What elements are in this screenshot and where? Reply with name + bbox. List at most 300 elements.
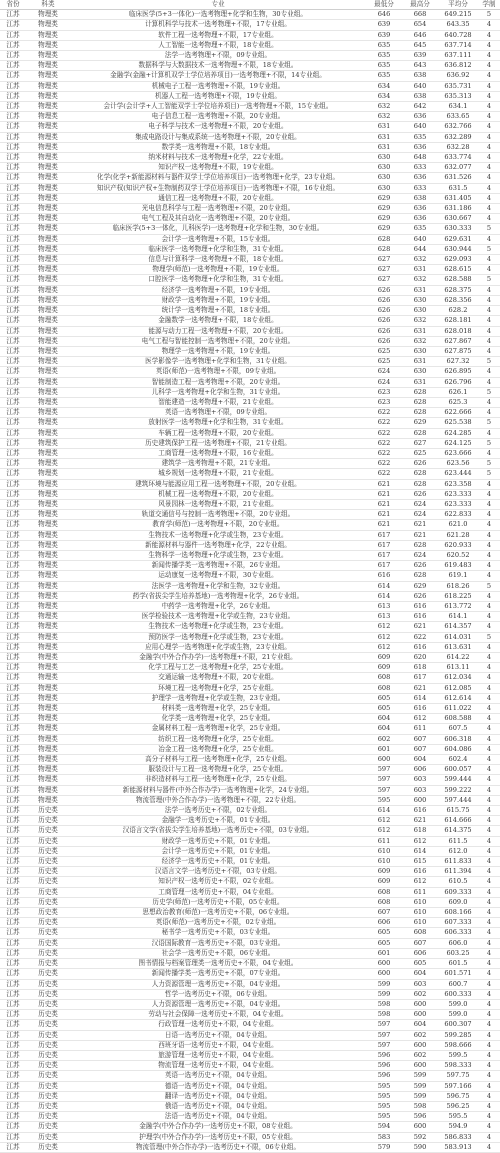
cell-major: 旅游管理一选考历史+不限，04专业组。: [70, 1050, 366, 1060]
cell-major: 光电信息科学与工程一选考物理+不限，20专业组。: [70, 204, 366, 214]
cell-min-score: 634: [366, 91, 402, 101]
cell-min-score: 609: [366, 653, 402, 663]
cell-major: 临床医学一选考物理+化学和生物，31专业组。: [70, 244, 366, 254]
cell-min-score: 605: [366, 928, 402, 938]
cell-province: 江苏: [0, 938, 26, 948]
cell-min-score: 622: [366, 438, 402, 448]
cell-province: 江苏: [0, 918, 26, 928]
cell-province: 江苏: [0, 530, 26, 540]
cell-province: 江苏: [0, 1142, 26, 1152]
table-row: [0, 71, 500, 81]
cell-min-score: 597: [366, 1030, 402, 1040]
cell-avg-score: 635.313: [438, 91, 478, 101]
table-row: [0, 550, 500, 560]
cell-category: 物理类: [26, 469, 70, 479]
cell-category: 物理类: [26, 448, 70, 458]
table-row: [0, 530, 500, 540]
cell-max-score: 606: [402, 948, 438, 958]
cell-category: 历史类: [26, 816, 70, 826]
table-row: [0, 1020, 500, 1030]
cell-major: 通信工程一选考物理+不限，20专业组。: [70, 193, 366, 203]
table-row: [0, 163, 500, 173]
cell-category: 物理类: [26, 734, 70, 744]
table-row: [0, 704, 500, 714]
cell-major: 法学一选考物理+不限，09专业组。: [70, 51, 366, 61]
table-row: [0, 653, 500, 663]
cell-major: 智能制造工程一选考物理+不限，20专业组。: [70, 377, 366, 387]
cell-avg-score: 600.7: [438, 979, 478, 989]
cell-avg-score: 599.0: [438, 1010, 478, 1020]
cell-avg-score: 614.1: [438, 612, 478, 622]
cell-category: 物理类: [26, 30, 70, 40]
cell-province: 江苏: [0, 163, 26, 173]
cell-province: 江苏: [0, 704, 26, 714]
cell-major: 纳米材料与技术一选考物理+化学，22专业组。: [70, 153, 366, 163]
cell-province: 江苏: [0, 448, 26, 458]
cell-min-score: 622: [366, 469, 402, 479]
cell-max-score: 626: [402, 561, 438, 571]
cell-province: 江苏: [0, 71, 26, 81]
cell-duration: 4: [478, 448, 500, 458]
cell-duration: 4: [478, 1061, 500, 1071]
cell-max-score: 604: [402, 969, 438, 979]
cell-province: 江苏: [0, 969, 26, 979]
cell-duration: 4: [478, 1071, 500, 1081]
cell-major: 汉语言文学一选考历史+不限，03专业组。: [70, 867, 366, 877]
cell-category: 物理类: [26, 612, 70, 622]
cell-duration: 5: [478, 581, 500, 591]
cell-category: 历史类: [26, 979, 70, 989]
cell-min-score: 616: [366, 571, 402, 581]
cell-major: 社会学一选考历史+不限，06专业组。: [70, 948, 366, 958]
cell-duration: 4: [478, 479, 500, 489]
cell-province: 江苏: [0, 683, 26, 693]
cell-duration: 4: [478, 806, 500, 816]
cell-avg-score: 598.666: [438, 1040, 478, 1050]
table-row: [0, 306, 500, 316]
cell-avg-score: 601.571: [438, 969, 478, 979]
cell-major: 法学一选考历史+不限，02专业组。: [70, 806, 366, 816]
table-row: [0, 836, 500, 846]
cell-avg-score: 625.538: [438, 418, 478, 428]
cell-min-score: 595: [366, 1101, 402, 1111]
cell-duration: 4: [478, 775, 500, 785]
cell-avg-score: 630.944: [438, 244, 478, 254]
cell-category: 物理类: [26, 142, 70, 152]
table-row: [0, 499, 500, 509]
cell-duration: 4: [478, 816, 500, 826]
cell-avg-score: 611.833: [438, 857, 478, 867]
table-row: [0, 1071, 500, 1081]
cell-province: 江苏: [0, 663, 26, 673]
cell-province: 江苏: [0, 234, 26, 244]
cell-duration: 4: [478, 999, 500, 1009]
cell-max-score: 612: [402, 836, 438, 846]
cell-category: 物理类: [26, 540, 70, 550]
cell-min-score: 630: [366, 163, 402, 173]
cell-avg-score: 609.0: [438, 897, 478, 907]
cell-province: 江苏: [0, 91, 26, 101]
cell-min-score: 630: [366, 173, 402, 183]
cell-avg-score: 612.0: [438, 846, 478, 856]
cell-duration: 4: [478, 489, 500, 499]
cell-major: 冶金工程一选考物理+化学，25专业组。: [70, 744, 366, 754]
cell-max-score: 645: [402, 40, 438, 50]
cell-max-score: 628: [402, 408, 438, 418]
cell-min-score: 594: [366, 1122, 402, 1132]
cell-duration: 5: [478, 357, 500, 367]
cell-province: 江苏: [0, 20, 26, 30]
cell-duration: 4: [478, 693, 500, 703]
cell-category: 物理类: [26, 397, 70, 407]
cell-major: 护理学(中外合作办学)一选考历史+不限，05专业组。: [70, 1132, 366, 1142]
cell-max-score: 624: [402, 499, 438, 509]
cell-duration: 4: [478, 1112, 500, 1122]
cell-max-score: 648: [402, 153, 438, 163]
cell-duration: 4: [478, 397, 500, 407]
cell-max-score: 636: [402, 173, 438, 183]
table-row: [0, 979, 500, 989]
cell-category: 物理类: [26, 499, 70, 509]
cell-major: 英语一选考物理+不限，09专业组。: [70, 408, 366, 418]
cell-province: 江苏: [0, 642, 26, 652]
cell-major: 思想政治教育(师范)一选考历史+不限，06专业组。: [70, 908, 366, 918]
cell-category: 物理类: [26, 561, 70, 571]
table-row: [0, 316, 500, 326]
cell-duration: 4: [478, 1030, 500, 1040]
cell-province: 江苏: [0, 857, 26, 867]
cell-max-score: 624: [402, 550, 438, 560]
cell-major: 风景园林一选考物理+不限，21专业组。: [70, 499, 366, 509]
cell-avg-score: 632.28: [438, 142, 478, 152]
cell-duration: 4: [478, 20, 500, 30]
cell-duration: 4: [478, 204, 500, 214]
cell-min-score: 622: [366, 418, 402, 428]
cell-duration: 4: [478, 1101, 500, 1111]
cell-min-score: 639: [366, 30, 402, 40]
cell-avg-score: 626.895: [438, 367, 478, 377]
cell-avg-score: 607.333: [438, 918, 478, 928]
cell-category: 物理类: [26, 20, 70, 30]
table-row: [0, 755, 500, 765]
table-row: [0, 346, 500, 356]
cell-min-score: 600: [366, 959, 402, 969]
cell-min-score: 621: [366, 489, 402, 499]
cell-province: 江苏: [0, 836, 26, 846]
table-row: [0, 673, 500, 683]
cell-major: 城乡规划一选考物理+不限，21专业组。: [70, 469, 366, 479]
cell-province: 江苏: [0, 377, 26, 387]
cell-avg-score: 622.666: [438, 408, 478, 418]
cell-province: 江苏: [0, 755, 26, 765]
cell-max-score: 600: [402, 1040, 438, 1050]
cell-min-score: 609: [366, 663, 402, 673]
cell-min-score: 614: [366, 806, 402, 816]
cell-major: 物理学(师范)一选考物理+不限，19专业组。: [70, 265, 366, 275]
cell-category: 物理类: [26, 275, 70, 285]
cell-avg-score: 636.812: [438, 61, 478, 71]
cell-province: 江苏: [0, 1050, 26, 1060]
cell-min-score: 627: [366, 265, 402, 275]
cell-avg-score: 629.093: [438, 255, 478, 265]
table-row: [0, 448, 500, 458]
cell-avg-score: 630.667: [438, 214, 478, 224]
cell-duration: 5: [478, 10, 500, 20]
cell-max-score: 607: [402, 734, 438, 744]
cell-category: 物理类: [26, 112, 70, 122]
cell-avg-score: 596.75: [438, 1091, 478, 1101]
cell-duration: 4: [478, 214, 500, 224]
cell-max-score: 631: [402, 265, 438, 275]
cell-province: 江苏: [0, 244, 26, 254]
cell-max-score: 596: [402, 1112, 438, 1122]
table-row: [0, 693, 500, 703]
table-row: [0, 1061, 500, 1071]
cell-avg-score: 612.614: [438, 693, 478, 703]
cell-duration: 4: [478, 1122, 500, 1132]
cell-avg-score: 583.913: [438, 1142, 478, 1152]
cell-province: 江苏: [0, 846, 26, 856]
cell-duration: 4: [478, 1050, 500, 1060]
cell-duration: 4: [478, 234, 500, 244]
cell-category: 历史类: [26, 1091, 70, 1101]
cell-max-score: 603: [402, 775, 438, 785]
cell-major: 秘书学一选考历史+不限，03专业组。: [70, 928, 366, 938]
table-row: [0, 326, 500, 336]
cell-min-score: 626: [366, 295, 402, 305]
cell-max-score: 639: [402, 51, 438, 61]
cell-major: 历史建筑保护工程一选考物理+不限，21专业组。: [70, 438, 366, 448]
cell-min-score: 608: [366, 897, 402, 907]
cell-min-score: 635: [366, 40, 402, 50]
table-row: [0, 397, 500, 407]
cell-avg-score: 634.1: [438, 102, 478, 112]
cell-duration: 5: [478, 438, 500, 448]
cell-major: 德语一选考历史+不限，04专业组。: [70, 1081, 366, 1091]
cell-category: 物理类: [26, 591, 70, 601]
table-row: [0, 489, 500, 499]
cell-min-score: 596: [366, 1050, 402, 1060]
cell-duration: 4: [478, 653, 500, 663]
cell-major: 生物技术一选考物理+化学或生物，23专业组。: [70, 622, 366, 632]
table-row: [0, 438, 500, 448]
cell-max-score: 626: [402, 459, 438, 469]
cell-duration: 4: [478, 704, 500, 714]
cell-max-score: 618: [402, 826, 438, 836]
cell-avg-score: 628.2: [438, 306, 478, 316]
cell-min-score: 626: [366, 306, 402, 316]
cell-category: 历史类: [26, 989, 70, 999]
table-row: [0, 244, 500, 254]
cell-avg-score: 612.085: [438, 683, 478, 693]
cell-duration: 4: [478, 765, 500, 775]
table-row: [0, 714, 500, 724]
cell-max-score: 608: [402, 928, 438, 938]
cell-category: 历史类: [26, 1061, 70, 1071]
table-row: [0, 622, 500, 632]
cell-max-score: 600: [402, 1061, 438, 1071]
cell-province: 江苏: [0, 1122, 26, 1132]
cell-province: 江苏: [0, 499, 26, 509]
cell-min-score: 609: [366, 877, 402, 887]
cell-avg-score: 613.11: [438, 663, 478, 673]
cell-category: 物理类: [26, 193, 70, 203]
cell-avg-score: 597.444: [438, 795, 478, 805]
cell-major: 运动康复一选考物理+不限，30专业组。: [70, 571, 366, 581]
cell-min-score: 626: [366, 326, 402, 336]
cell-province: 江苏: [0, 61, 26, 71]
header-max-score: 最高分: [402, 0, 438, 10]
cell-avg-score: 619.483: [438, 561, 478, 571]
cell-min-score: 622: [366, 408, 402, 418]
cell-province: 江苏: [0, 295, 26, 305]
cell-duration: 4: [478, 673, 500, 683]
cell-duration: 4: [478, 102, 500, 112]
table-row: [0, 295, 500, 305]
cell-major: 电气工程及其自动化一选考物理+不限，20专业组。: [70, 214, 366, 224]
cell-avg-score: 604.086: [438, 744, 478, 754]
cell-duration: 4: [478, 377, 500, 387]
cell-duration: 4: [478, 326, 500, 336]
cell-duration: 4: [478, 979, 500, 989]
cell-province: 江苏: [0, 795, 26, 805]
cell-max-score: 628: [402, 469, 438, 479]
cell-min-score: 579: [366, 1142, 402, 1152]
table-row: [0, 1030, 500, 1040]
cell-major: 放射医学一选考物理+化学和生物，31专业组。: [70, 418, 366, 428]
cell-major: 环境工程一选考物理+化学，25专业组。: [70, 683, 366, 693]
cell-category: 历史类: [26, 969, 70, 979]
cell-min-score: 608: [366, 683, 402, 693]
cell-category: 物理类: [26, 408, 70, 418]
cell-min-score: 623: [366, 397, 402, 407]
cell-max-score: 636: [402, 142, 438, 152]
table-row: [0, 81, 500, 91]
cell-duration: 4: [478, 255, 500, 265]
table-row: [0, 642, 500, 652]
cell-duration: 4: [478, 897, 500, 907]
cell-category: 物理类: [26, 61, 70, 71]
table-row: [0, 336, 500, 346]
cell-major: 西班牙语一选考历史+不限，04专业组。: [70, 1040, 366, 1050]
cell-min-score: 601: [366, 948, 402, 958]
cell-min-score: 595: [366, 1081, 402, 1091]
cell-min-score: 621: [366, 520, 402, 530]
cell-duration: 5: [478, 387, 500, 397]
cell-category: 历史类: [26, 1112, 70, 1122]
header-duration: 学制: [478, 0, 500, 10]
cell-min-score: 597: [366, 1020, 402, 1030]
cell-major: 车辆工程一选考物理+不限，20专业组。: [70, 428, 366, 438]
cell-major: 物理学一选考物理+不限，19专业组。: [70, 346, 366, 356]
cell-province: 江苏: [0, 734, 26, 744]
cell-major: 财政学一选考物理+不限，19专业组。: [70, 295, 366, 305]
cell-min-score: 617: [366, 550, 402, 560]
cell-category: 物理类: [26, 357, 70, 367]
table-row: [0, 969, 500, 979]
cell-min-score: 599: [366, 979, 402, 989]
cell-category: 物理类: [26, 550, 70, 560]
cell-max-score: 600: [402, 1122, 438, 1132]
cell-province: 江苏: [0, 816, 26, 826]
cell-avg-score: 610.5: [438, 877, 478, 887]
cell-max-score: 610: [402, 918, 438, 928]
cell-major: 化学(化学+新能源材料与器件双学士学位培养项目)一选考物理+化学，23专业组。: [70, 173, 366, 183]
cell-min-score: 602: [366, 734, 402, 744]
cell-max-score: 626: [402, 591, 438, 601]
cell-min-score: 612: [366, 632, 402, 642]
cell-avg-score: 630.333: [438, 224, 478, 234]
cell-category: 物理类: [26, 571, 70, 581]
cell-duration: 4: [478, 30, 500, 40]
cell-duration: 4: [478, 499, 500, 509]
cell-avg-score: 628.615: [438, 265, 478, 275]
table-row: [0, 663, 500, 673]
cell-max-score: 621: [402, 816, 438, 826]
cell-duration: 4: [478, 1081, 500, 1091]
cell-min-score: 596: [366, 1071, 402, 1081]
cell-major: 法医学一选考物理+化学和生物，32专业组。: [70, 581, 366, 591]
table-row: [0, 428, 500, 438]
cell-category: 历史类: [26, 1071, 70, 1081]
cell-category: 物理类: [26, 153, 70, 163]
cell-min-score: 608: [366, 887, 402, 897]
cell-avg-score: 606.333: [438, 928, 478, 938]
cell-max-score: 632: [402, 316, 438, 326]
cell-min-score: 622: [366, 459, 402, 469]
cell-avg-score: 631.526: [438, 173, 478, 183]
cell-category: 物理类: [26, 663, 70, 673]
cell-avg-score: 623.358: [438, 479, 478, 489]
cell-category: 历史类: [26, 877, 70, 887]
cell-avg-score: 599.222: [438, 785, 478, 795]
cell-major: 临床医学(5+3一体化，儿科医学)一选考物理+化学和生物，30专业组。: [70, 224, 366, 234]
cell-category: 历史类: [26, 1020, 70, 1030]
cell-province: 江苏: [0, 561, 26, 571]
cell-avg-score: 611.022: [438, 704, 478, 714]
cell-province: 江苏: [0, 10, 26, 20]
cell-major: 非织造材料与工程一选考物理+化学，25专业组。: [70, 775, 366, 785]
cell-major: 临床医学(5+3一体化)一选考物理+化学和生物，30专业组。: [70, 10, 366, 20]
cell-duration: 4: [478, 857, 500, 867]
cell-major: 纺织工程一选考物理+化学，25专业组。: [70, 734, 366, 744]
cell-avg-score: 623.56: [438, 459, 478, 469]
cell-major: 材料类一选考物理+化学，25专业组。: [70, 704, 366, 714]
cell-max-score: 602: [402, 1030, 438, 1040]
cell-major: 机械工程一选考物理+不限，20专业组。: [70, 489, 366, 499]
cell-min-score: 595: [366, 1091, 402, 1101]
cell-avg-score: 627.32: [438, 357, 478, 367]
cell-category: 物理类: [26, 367, 70, 377]
cell-category: 物理类: [26, 489, 70, 499]
cell-min-score: 597: [366, 785, 402, 795]
cell-max-score: 616: [402, 704, 438, 714]
cell-min-score: 646: [366, 10, 402, 20]
cell-major: 物流管理一选考历史+不限，04专业组。: [70, 1061, 366, 1071]
cell-major: 交通运输一选考物理+不限，20专业组。: [70, 673, 366, 683]
table-row: [0, 61, 500, 71]
cell-category: 物理类: [26, 204, 70, 214]
cell-category: 物理类: [26, 744, 70, 754]
cell-province: 江苏: [0, 571, 26, 581]
cell-province: 江苏: [0, 459, 26, 469]
table-row: [0, 948, 500, 958]
cell-max-score: 610: [402, 897, 438, 907]
cell-major: 图书情报与档案管理类一选考历史+不限，04专业组。: [70, 959, 366, 969]
cell-avg-score: 618.225: [438, 591, 478, 601]
cell-province: 江苏: [0, 387, 26, 397]
cell-major: 预防医学一选考物理+化学或生物，23专业组。: [70, 632, 366, 642]
